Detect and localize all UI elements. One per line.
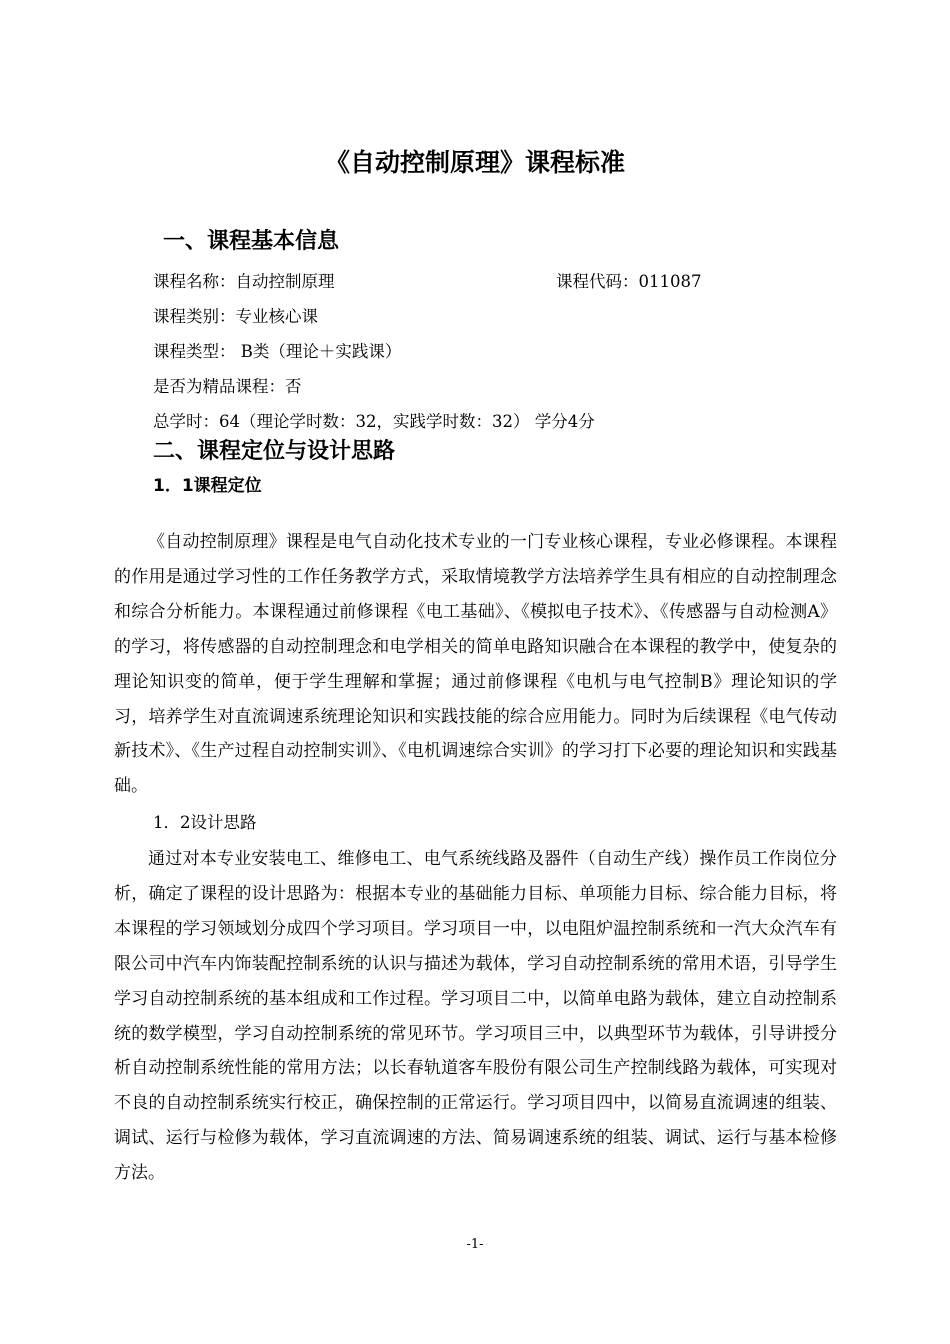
design-paragraph: 通过对本专业安装电工、维修电工、电气系统线路及器件（自动生产线）操作员工作岗位分析，确定了课程的设计思路为：根据本专业的基础能力目标、单项能力目标、综合能力目标，将本课程的学习领域划分成四个学习项目。学习项目一中，以电阻炉温控制系统和一汽大众汽车有限公司中汽车内饰装配控制系统的认识与描述为载体，学习自动控制系统的常用术语，引导学生学习自动控制系统的基本组成和工作过程。学习项目二中，以简单电路为载体，建立自动控制系统的数学模型，学习自动控制系统的常见环节。学习项目三中，以典型环节为载体，引导讲授分析自动控制系统性能的常用方法；以长春轨道客车股份有限公司生产控制线路为载体，可实现对不良的自动控制系统实行校正，确保控制的正常运行。学习项目四中，以简易直流调速的组装、调试、运行与检修为载体，学习直流调速的方法、简易调速系统的组装、调试、运行与基本检修方法。	[114, 849, 837, 1184]
course-code: 课程代码：011087	[556, 272, 702, 291]
total-hours: 总学时：64（理论学时数：32，实践学时数：32） 学分4分	[153, 412, 595, 431]
course-category: 课程类别：专业核心课	[153, 307, 318, 326]
page-number: -1-	[466, 1237, 484, 1252]
positioning-paragraph: 《自动控制原理》课程是电气自动化技术专业的一门专业核心课程，专业必修课程。本课程的作用是通过学习性的工作任务教学方式，采取情境教学方法培养学生具有相应的自动控制理念和综合分析能力。本课程通过前修课程《电工基础》、《模拟电子技术》、《传感器与自动检测A》的学习，将传感器的自动控制理念和电学相关的简单电路知识融合在本课程的教学中，使复杂的理论知识变的简单，便于学生理解和掌握；通过前修课程《电机与电气控制B》理论知识的学习，培养学生对直流调速系统理论知识和实践技能的综合应用能力。同时为后续课程《电气传动新技术》、《生产过程自动控制实训》、《电机调速综合实训》的学习打下必要的理论知识和实践基础。	[114, 532, 837, 797]
subsection-heading-positioning: 1．1课程定位	[153, 476, 262, 496]
subsection-heading-design: 1．2设计思路	[153, 813, 257, 832]
quality-course: 是否为精品课程：否	[153, 377, 302, 396]
course-name: 课程名称：自动控制原理	[153, 272, 335, 291]
document-title: 《自动控制原理》课程标准	[324, 148, 625, 177]
section-heading-basic-info: 一、课程基本信息	[163, 229, 340, 254]
section-heading-positioning: 二、课程定位与设计思路	[153, 439, 396, 464]
course-type: 课程类型： B类（理论＋实践课）	[153, 342, 402, 361]
